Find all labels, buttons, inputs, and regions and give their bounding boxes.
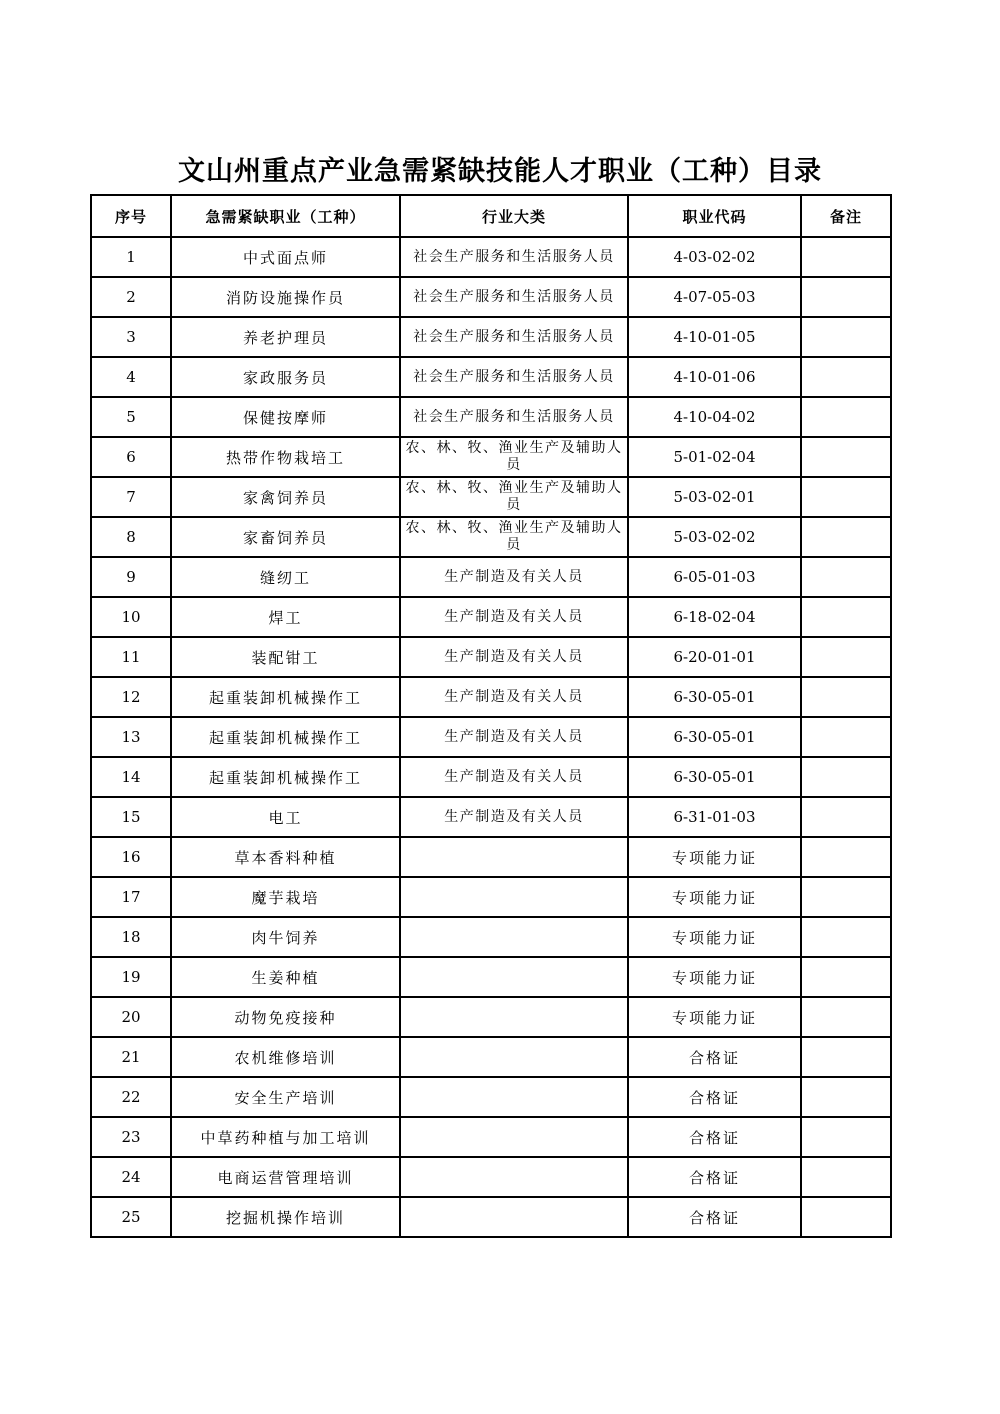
cell-code: 合格证 bbox=[628, 1077, 801, 1117]
table-row bbox=[91, 1077, 891, 1117]
table-row bbox=[91, 597, 891, 637]
cell-index: 14 bbox=[91, 757, 171, 797]
cell-occupation: 装配钳工 bbox=[171, 637, 400, 677]
header-row bbox=[91, 195, 891, 237]
cell-remark bbox=[801, 277, 891, 317]
cell-occupation: 家政服务员 bbox=[171, 357, 400, 397]
cell-industry: 生产制造及有关人员 bbox=[400, 637, 628, 677]
cell-index: 10 bbox=[91, 597, 171, 637]
cell-code: 合格证 bbox=[628, 1117, 801, 1157]
cell-occupation: 魔芋栽培 bbox=[171, 877, 400, 917]
table-body bbox=[91, 237, 891, 1237]
cell-remark bbox=[801, 917, 891, 957]
cell-remark bbox=[801, 557, 891, 597]
cell-occupation: 电商运营管理培训 bbox=[171, 1157, 400, 1197]
cell-code: 专项能力证 bbox=[628, 997, 801, 1037]
cell-index: 16 bbox=[91, 837, 171, 877]
cell-remark bbox=[801, 637, 891, 677]
cell-occupation: 中式面点师 bbox=[171, 237, 400, 277]
cell-industry: 社会生产服务和生活服务人员 bbox=[400, 357, 628, 397]
cell-industry: 生产制造及有关人员 bbox=[400, 597, 628, 637]
cell-index: 15 bbox=[91, 797, 171, 837]
cell-index: 17 bbox=[91, 877, 171, 917]
cell-code: 6-20-01-01 bbox=[628, 637, 801, 677]
cell-occupation: 消防设施操作员 bbox=[171, 277, 400, 317]
table-row bbox=[91, 437, 891, 477]
cell-code: 专项能力证 bbox=[628, 877, 801, 917]
cell-index: 5 bbox=[91, 397, 171, 437]
cell-index: 11 bbox=[91, 637, 171, 677]
table-row bbox=[91, 557, 891, 597]
cell-occupation: 生姜种植 bbox=[171, 957, 400, 997]
cell-remark bbox=[801, 1197, 891, 1237]
cell-remark bbox=[801, 717, 891, 757]
cell-code: 合格证 bbox=[628, 1157, 801, 1197]
table-row bbox=[91, 797, 891, 837]
cell-remark bbox=[801, 797, 891, 837]
cell-index: 22 bbox=[91, 1077, 171, 1117]
header-code: 职业代码 bbox=[628, 195, 801, 237]
table-row bbox=[91, 837, 891, 877]
cell-index: 8 bbox=[91, 517, 171, 557]
cell-code: 专项能力证 bbox=[628, 917, 801, 957]
cell-code: 合格证 bbox=[628, 1197, 801, 1237]
cell-index: 13 bbox=[91, 717, 171, 757]
cell-industry bbox=[400, 1157, 628, 1197]
cell-code: 5-01-02-04 bbox=[628, 437, 801, 477]
table-row bbox=[91, 1037, 891, 1077]
cell-occupation: 家畜饲养员 bbox=[171, 517, 400, 557]
cell-index: 25 bbox=[91, 1197, 171, 1237]
cell-remark bbox=[801, 757, 891, 797]
cell-code: 6-30-05-01 bbox=[628, 757, 801, 797]
header-remark: 备注 bbox=[801, 195, 891, 237]
table-row bbox=[91, 237, 891, 277]
cell-occupation: 保健按摩师 bbox=[171, 397, 400, 437]
table-row bbox=[91, 877, 891, 917]
cell-remark bbox=[801, 317, 891, 357]
cell-remark bbox=[801, 597, 891, 637]
cell-industry: 生产制造及有关人员 bbox=[400, 757, 628, 797]
cell-industry: 社会生产服务和生活服务人员 bbox=[400, 237, 628, 277]
cell-remark bbox=[801, 1157, 891, 1197]
cell-index: 9 bbox=[91, 557, 171, 597]
cell-code: 4-10-04-02 bbox=[628, 397, 801, 437]
cell-index: 20 bbox=[91, 997, 171, 1037]
table-row bbox=[91, 397, 891, 437]
cell-industry bbox=[400, 1077, 628, 1117]
cell-industry: 生产制造及有关人员 bbox=[400, 677, 628, 717]
cell-remark bbox=[801, 237, 891, 277]
cell-code: 6-30-05-01 bbox=[628, 677, 801, 717]
cell-industry: 社会生产服务和生活服务人员 bbox=[400, 397, 628, 437]
cell-industry bbox=[400, 1037, 628, 1077]
cell-index: 18 bbox=[91, 917, 171, 957]
table-row bbox=[91, 677, 891, 717]
cell-industry bbox=[400, 877, 628, 917]
header-occupation: 急需紧缺职业（工种） bbox=[171, 195, 400, 237]
cell-code: 6-31-01-03 bbox=[628, 797, 801, 837]
cell-remark bbox=[801, 837, 891, 877]
table-row bbox=[91, 477, 891, 517]
cell-code: 4-07-05-03 bbox=[628, 277, 801, 317]
table-row bbox=[91, 1157, 891, 1197]
table-header bbox=[91, 195, 891, 237]
cell-occupation: 起重装卸机械操作工 bbox=[171, 677, 400, 717]
cell-code: 专项能力证 bbox=[628, 837, 801, 877]
cell-industry: 生产制造及有关人员 bbox=[400, 797, 628, 837]
cell-occupation: 挖掘机操作培训 bbox=[171, 1197, 400, 1237]
cell-industry: 农、林、牧、渔业生产及辅助人员 bbox=[400, 477, 628, 517]
cell-index: 21 bbox=[91, 1037, 171, 1077]
cell-index: 2 bbox=[91, 277, 171, 317]
table-row bbox=[91, 637, 891, 677]
cell-occupation: 电工 bbox=[171, 797, 400, 837]
cell-industry bbox=[400, 997, 628, 1037]
cell-code: 5-03-02-01 bbox=[628, 477, 801, 517]
page-title: 文山州重点产业急需紧缺技能人才职业（工种）目录 bbox=[178, 156, 822, 187]
cell-occupation: 肉牛饲养 bbox=[171, 917, 400, 957]
cell-index: 19 bbox=[91, 957, 171, 997]
table-row bbox=[91, 997, 891, 1037]
cell-occupation: 草本香料种植 bbox=[171, 837, 400, 877]
cell-occupation: 农机维修培训 bbox=[171, 1037, 400, 1077]
cell-code: 合格证 bbox=[628, 1037, 801, 1077]
occupation-catalog-table bbox=[90, 194, 892, 1238]
cell-occupation: 起重装卸机械操作工 bbox=[171, 717, 400, 757]
cell-code: 4-10-01-06 bbox=[628, 357, 801, 397]
cell-code: 专项能力证 bbox=[628, 957, 801, 997]
header-index: 序号 bbox=[91, 195, 171, 237]
cell-remark bbox=[801, 957, 891, 997]
table-row bbox=[91, 917, 891, 957]
cell-remark bbox=[801, 877, 891, 917]
cell-industry bbox=[400, 1117, 628, 1157]
table-row bbox=[91, 317, 891, 357]
cell-industry bbox=[400, 837, 628, 877]
cell-index: 7 bbox=[91, 477, 171, 517]
cell-remark bbox=[801, 357, 891, 397]
cell-remark bbox=[801, 1077, 891, 1117]
cell-industry bbox=[400, 917, 628, 957]
cell-industry bbox=[400, 1197, 628, 1237]
cell-occupation: 中草药种植与加工培训 bbox=[171, 1117, 400, 1157]
table-row bbox=[91, 717, 891, 757]
cell-industry: 社会生产服务和生活服务人员 bbox=[400, 317, 628, 357]
cell-industry: 生产制造及有关人员 bbox=[400, 717, 628, 757]
cell-occupation: 焊工 bbox=[171, 597, 400, 637]
cell-industry: 农、林、牧、渔业生产及辅助人员 bbox=[400, 517, 628, 557]
cell-remark bbox=[801, 397, 891, 437]
cell-industry bbox=[400, 957, 628, 997]
cell-industry: 农、林、牧、渔业生产及辅助人员 bbox=[400, 437, 628, 477]
cell-remark bbox=[801, 437, 891, 477]
cell-code: 5-03-02-02 bbox=[628, 517, 801, 557]
table-row bbox=[91, 1117, 891, 1157]
cell-remark bbox=[801, 1117, 891, 1157]
cell-index: 12 bbox=[91, 677, 171, 717]
cell-occupation: 家禽饲养员 bbox=[171, 477, 400, 517]
cell-remark bbox=[801, 677, 891, 717]
cell-industry: 社会生产服务和生活服务人员 bbox=[400, 277, 628, 317]
cell-remark bbox=[801, 997, 891, 1037]
table-row bbox=[91, 277, 891, 317]
cell-occupation: 缝纫工 bbox=[171, 557, 400, 597]
cell-code: 4-10-01-05 bbox=[628, 317, 801, 357]
table-row bbox=[91, 757, 891, 797]
header-industry: 行业大类 bbox=[400, 195, 628, 237]
table-row bbox=[91, 957, 891, 997]
cell-index: 3 bbox=[91, 317, 171, 357]
table-row bbox=[91, 517, 891, 557]
cell-industry: 生产制造及有关人员 bbox=[400, 557, 628, 597]
cell-code: 6-18-02-04 bbox=[628, 597, 801, 637]
cell-occupation: 安全生产培训 bbox=[171, 1077, 400, 1117]
cell-index: 1 bbox=[91, 237, 171, 277]
cell-occupation: 起重装卸机械操作工 bbox=[171, 757, 400, 797]
cell-remark bbox=[801, 1037, 891, 1077]
table-row bbox=[91, 357, 891, 397]
cell-code: 4-03-02-02 bbox=[628, 237, 801, 277]
cell-index: 24 bbox=[91, 1157, 171, 1197]
cell-index: 6 bbox=[91, 437, 171, 477]
cell-occupation: 养老护理员 bbox=[171, 317, 400, 357]
table-row bbox=[91, 1197, 891, 1237]
cell-code: 6-30-05-01 bbox=[628, 717, 801, 757]
cell-occupation: 热带作物栽培工 bbox=[171, 437, 400, 477]
cell-code: 6-05-01-03 bbox=[628, 557, 801, 597]
cell-remark bbox=[801, 517, 891, 557]
cell-occupation: 动物免疫接种 bbox=[171, 997, 400, 1037]
cell-index: 4 bbox=[91, 357, 171, 397]
cell-remark bbox=[801, 477, 891, 517]
cell-index: 23 bbox=[91, 1117, 171, 1157]
